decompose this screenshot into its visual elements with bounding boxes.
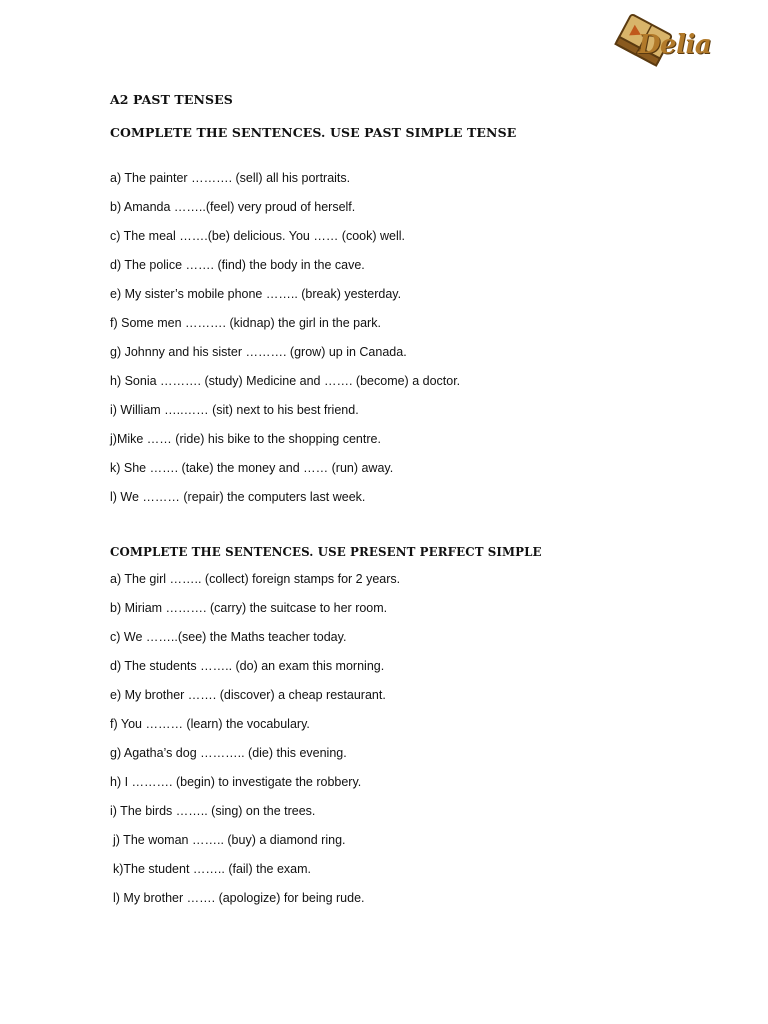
logo-text: Delia [638, 30, 712, 60]
delia-logo [604, 10, 720, 82]
list-item: g) Johnny and his sister ………. (grow) up in Canada. [110, 345, 407, 359]
section1-heading: COMPLETE THE SENTENCES. USE PAST SIMPLE TENSE [110, 125, 517, 140]
list-item: k)The student …….. (fail) the exam. [113, 862, 311, 876]
list-item: a) The painter ………. (sell) all his portraits. [110, 171, 351, 185]
list-item: h) I ………. (begin) to investigate the robbery. [110, 775, 362, 789]
list-item: d) The police ……. (find) the body in the cave. [110, 258, 365, 272]
list-item: i) William …..…… (sit) next to his best friend. [110, 403, 359, 417]
list-item: f) Some men ………. (kidnap) the girl in the park. [110, 316, 381, 330]
list-item: l) My brother ……. (apologize) for being rude. [113, 891, 365, 905]
list-item: b) Amanda ……..(feel) very proud of herself. [110, 200, 356, 214]
list-item: g) Agatha’s dog ……….. (die) this evening. [110, 746, 347, 760]
list-item: b) Miriam ………. (carry) the suitcase to her room. [110, 601, 388, 615]
page-title: A2 PAST TENSES [110, 92, 233, 107]
list-item: k) She ……. (take) the money and …… (run) away. [110, 461, 394, 475]
list-item: e) My sister’s mobile phone …….. (break) yesterday. [110, 287, 402, 301]
list-item: c) The meal …….(be) delicious. You …… (cook) well. [110, 229, 406, 243]
list-item: d) The students …….. (do) an exam this morning. [110, 659, 385, 673]
list-item: c) We ……..(see) the Maths teacher today. [110, 630, 347, 644]
list-item: h) Sonia ………. (study) Medicine and ……. (become) a doctor. [110, 374, 461, 388]
list-item: a) The girl …….. (collect) foreign stamps for 2 years. [110, 572, 401, 586]
list-item: j)Mike …… (ride) his bike to the shopping centre. [110, 432, 381, 446]
list-item: f) You ……… (learn) the vocabulary. [110, 717, 310, 731]
section2-heading: COMPLETE THE SENTENCES. USE PRESENT PERFECT SIMPLE [110, 545, 542, 559]
list-item: l) We ……… (repair) the computers last week. [110, 490, 366, 504]
list-item: j) The woman …….. (buy) a diamond ring. [113, 833, 346, 847]
list-item: e) My brother ……. (discover) a cheap restaurant. [110, 688, 386, 702]
list-item: i) The birds …….. (sing) on the trees. [110, 804, 316, 818]
